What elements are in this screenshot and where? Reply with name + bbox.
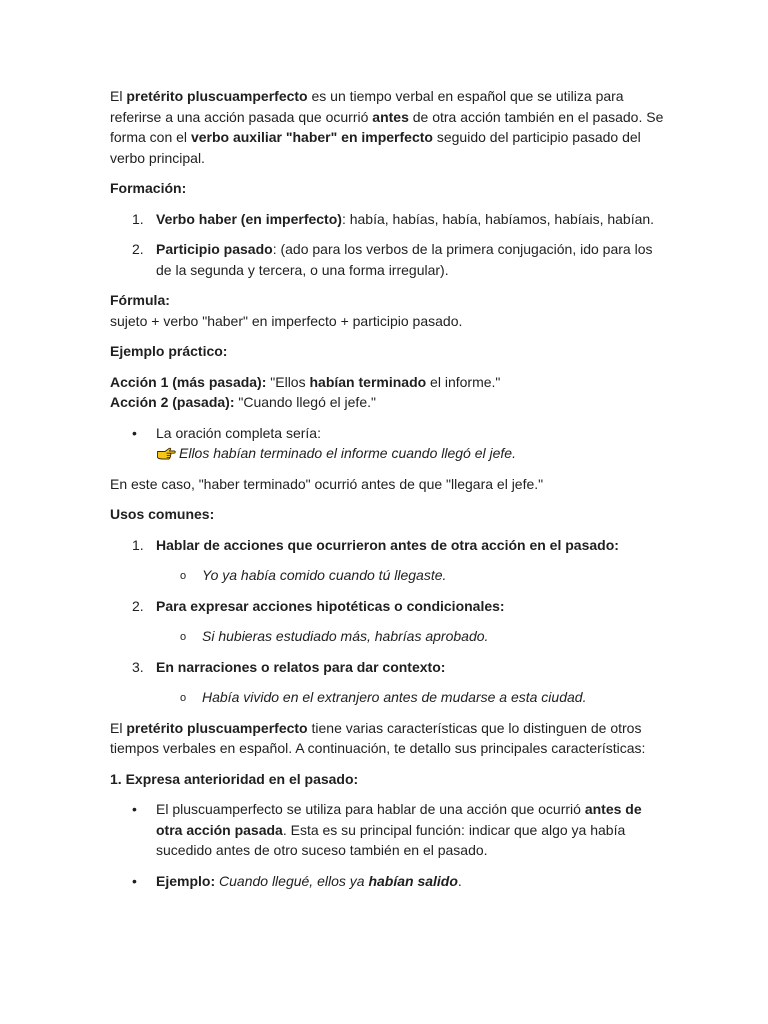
formula-heading [110, 290, 668, 311]
usos-heading: Usos comunes: [110, 506, 215, 522]
list-number: 1. [132, 536, 144, 553]
intro-text-4: seguido del participio pasado del verbo principal. [110, 129, 641, 166]
uso-title: En narraciones o relatos para dar contexto: [156, 658, 446, 675]
formacion-list [110, 209, 668, 281]
uso-title: Hablar de acciones que ocurrieron antes de otra acción en el pasado: [156, 536, 619, 553]
list-item [110, 657, 668, 678]
bullet-example-text: Ellos habían terminado el informe cuando llegó el jefe. [179, 445, 516, 461]
uso-title: Para expresar acciones hipotéticas o condicionales: [156, 597, 505, 614]
list-number: 2. [132, 241, 144, 257]
intro-text-1: El [110, 88, 127, 104]
caracteristicas-paragraph [110, 718, 668, 759]
accion-2-text: "Cuando llegó el jefe." [234, 394, 376, 410]
caracteristicas-text-2: tiene varias características que lo distinguen de otros tiempos verbales en español. A continuación, te detallo sus principales características: [110, 719, 646, 756]
bullet-example [156, 443, 668, 464]
acciones-block [110, 372, 668, 413]
accion-1-label: Acción 1 (más pasada): [110, 373, 267, 390]
list-item [110, 871, 668, 892]
formacion-heading: Formación: [110, 180, 187, 196]
section-1-text-1: El pluscuamperfecto se utiliza para hablar de una acción que ocurrió [156, 801, 585, 817]
list-item [110, 239, 668, 280]
intro-bold-2: antes [372, 108, 409, 125]
list-item [110, 565, 668, 586]
list-item [110, 596, 668, 617]
accion-2 [110, 392, 668, 413]
list-item [110, 209, 668, 230]
list-item-bold: Verbo haber (en imperfecto) [156, 210, 342, 227]
intro-bold-3: verbo auxiliar "haber" en imperfecto [190, 129, 433, 145]
intro-paragraph [110, 86, 668, 168]
formula-text: sujeto + verbo "haber" en imperfecto + participio pasado. [110, 312, 463, 329]
list-number: 3. [132, 658, 144, 675]
accion-1-text-1: "Ellos [266, 373, 310, 390]
ejemplo-label: Ejemplo: [156, 872, 216, 889]
list-item [110, 626, 668, 647]
ejemplo-heading: Ejemplo práctico: [110, 343, 228, 359]
list-item-text: : había, habías, había, habíamos, habíais, habían. [341, 210, 655, 227]
ejemplo-conclusion: En este caso, "haber terminado" ocurrió antes de que "llegara el jefe." [110, 475, 544, 492]
caracteristicas-bold: pretérito pluscuamperfecto [126, 719, 308, 736]
list-item [110, 535, 668, 556]
bullet-marker: • [132, 872, 137, 889]
accion-1-bold: habían terminado [309, 373, 427, 390]
section-1-text-2: . Esta es su principal función: indicar que algo ya había sucedido antes de otro suceso también en el pasado. [156, 821, 626, 858]
bullet-text: La oración completa sería: [156, 424, 321, 441]
list-item [110, 799, 668, 861]
intro-text-2: es un tiempo verbal en español que se utiliza para referirse a una acción pasada que ocurrió [110, 88, 624, 125]
ejemplo-period: . [457, 872, 462, 889]
ejemplo-bullet-list [110, 423, 668, 464]
section-1-bold: antes de otra acción pasada [156, 801, 642, 838]
list-item-bold: Participio pasado [156, 241, 273, 257]
formula-block [110, 290, 668, 331]
uso-example: Había vivido en el extranjero antes de mudarse a esta ciudad. [202, 689, 587, 705]
list-number: 1. [132, 210, 144, 227]
list-item [110, 423, 668, 464]
bullet-marker: • [132, 424, 137, 441]
uso-example: Yo ya había comido cuando tú llegaste. [202, 567, 447, 583]
list-item-text: : (ado para los verbos de la primera conjugación, ido para los de la segunda y tercera, o una forma irregular). [156, 241, 653, 278]
ejemplo-bold-italic: habían salido [368, 872, 458, 889]
usos-list [110, 535, 668, 708]
ejemplo-italic: Cuando llegué, ellos ya [215, 872, 369, 889]
uso-example: Si hubieras estudiado más, habrías aprobado. [202, 628, 489, 644]
bullet-marker: • [132, 801, 137, 817]
intro-bold-1: pretérito pluscuamperfecto [126, 88, 308, 104]
sub-bullet-marker: o [180, 692, 187, 704]
formula-heading-text: Fórmula: [110, 292, 170, 308]
sub-bullet-marker: o [180, 631, 187, 643]
accion-1 [110, 372, 668, 393]
intro-text-3: de otra acción también en el pasado. Se forma con el [110, 108, 664, 145]
section-1-heading: 1. Expresa anterioridad en el pasado: [110, 770, 359, 787]
list-item [110, 687, 668, 708]
sub-bullet-marker: o [180, 570, 187, 582]
caracteristicas-text-1: El [110, 719, 127, 736]
section-1-list [110, 799, 668, 891]
accion-1-text-2: el informe." [426, 373, 501, 390]
accion-2-label: Acción 2 (pasada): [110, 394, 235, 410]
list-number: 2. [132, 597, 144, 614]
backhand-index-pointing-right-icon [156, 446, 176, 460]
